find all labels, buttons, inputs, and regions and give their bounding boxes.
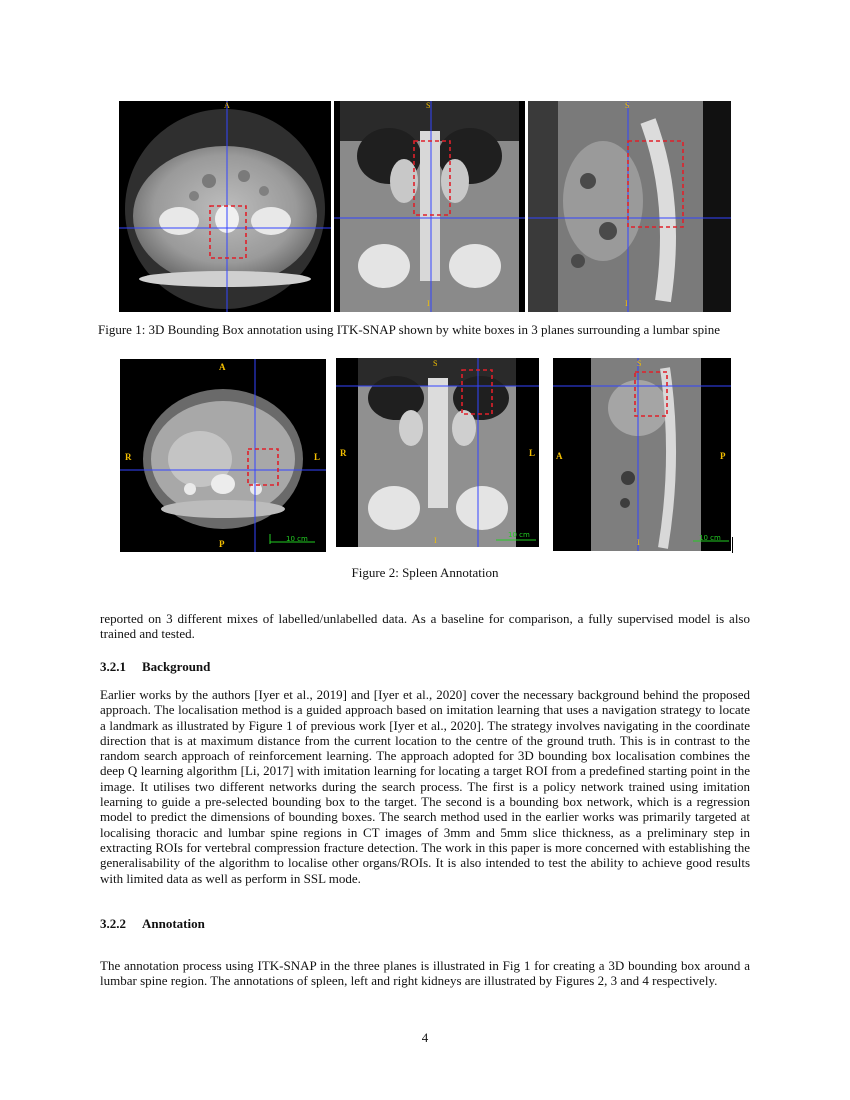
orientation-label-bottom: I — [637, 538, 640, 547]
orientation-label-bottom: I — [625, 299, 628, 308]
orientation-label-top: S — [625, 101, 630, 110]
section-heading-annotation — [100, 916, 205, 932]
annotation-paragraph: The annotation process using ITK-SNAP in the three planes is illustrated in Fig 1 for creating a 3D bounding box around a lumbar spine region. The annotations of spleen, left and right kidneys are illustrated by Figures 2, 3 and 4 respectively. — [100, 958, 750, 989]
orientation-label-top: S — [433, 359, 438, 368]
orientation-label-right: L — [314, 452, 321, 462]
orientation-label-top: A — [224, 101, 230, 110]
background-paragraph: Earlier works by the authors [Iyer et al., 2019] and [Iyer et al., 2020] cover the necessary background behind the proposed approach. The localisation method is a guided approach based on imitation learning that uses a navigation strategy to locate a landmark as illustrated by Figure 1 of previous work [Iyer et al., 2020]. The strategy involves navigating in the coordinate direction that is at maximum distance from the current location to the centre of the ground truth. This is in contrast to the random search approach of reinforcement learning. The approach adopted for 3D bounding box localisation combines the deep Q learning algorithm [Li, 2017] with imitation learning for locating a target ROI from a predefined starting point in the image. It utilises two different networks during the search process. The first is a policy network trained using imitation learning to guide a pre-selected bounding box to the target. The second is a bounding box network, which is a regression model to predict the dimensions of bounding boxes. The search method used in the earlier works was primarily targeted at localising thoracic and lumbar spine regions in CT images of 3mm and 5mm slice thickness, as a preliminary step in extracting ROIs for vertebral compression fracture detection. The work in this paper is more concerned with establishing the generalisability of the algorithm to localise other organs/ROIs. It is also intended to test the ability to achieve good results with limited data as well as perform in SSL mode. — [100, 687, 750, 886]
page-number: 4 — [421, 1030, 429, 1045]
orientation-label-bottom: I — [427, 299, 430, 308]
figure1-coronal-panel — [334, 101, 525, 312]
section-title: Annotation — [142, 916, 205, 931]
section-title: Background — [142, 659, 211, 674]
scale-bar-label: 10 cm — [699, 534, 721, 542]
figure1-axial-panel — [119, 101, 331, 312]
orientation-label-right: L — [529, 448, 536, 458]
figure1-caption: Figure 1: 3D Bounding Box annotation using ITK-SNAP shown by white boxes in 3 planes surrounding a lumbar spine — [98, 322, 721, 337]
orientation-label-left: A — [556, 451, 563, 461]
figure2-axial-panel — [120, 359, 326, 552]
orientation-label-left: R — [340, 448, 347, 458]
orientation-label-top: S — [426, 101, 431, 110]
orientation-label-right: P — [720, 451, 726, 461]
section-heading-background — [100, 659, 210, 675]
intro-paragraph: reported on 3 different mixes of labelled/unlabelled data. As a baseline for comparison, a fully supervised model is also trained and tested. — [100, 611, 750, 642]
panel-edge-marker — [732, 537, 733, 553]
section-number: 3.2.2 — [100, 916, 126, 931]
orientation-label-left: R — [125, 452, 132, 462]
scale-bar-label: 10 cm — [508, 531, 530, 539]
orientation-label-bottom: I — [434, 536, 437, 545]
figure2-sagittal-panel — [553, 358, 731, 551]
orientation-label-bottom: P — [219, 539, 225, 549]
section-number: 3.2.1 — [100, 659, 126, 674]
figure1-sagittal-panel — [528, 101, 731, 312]
figure2-coronal-panel — [336, 358, 539, 547]
orientation-label-top: S — [637, 359, 642, 368]
figure2-caption: Figure 2: Spleen Annotation — [351, 565, 499, 580]
scale-bar-label: 10 cm — [286, 535, 308, 543]
orientation-label-top: A — [219, 362, 226, 372]
